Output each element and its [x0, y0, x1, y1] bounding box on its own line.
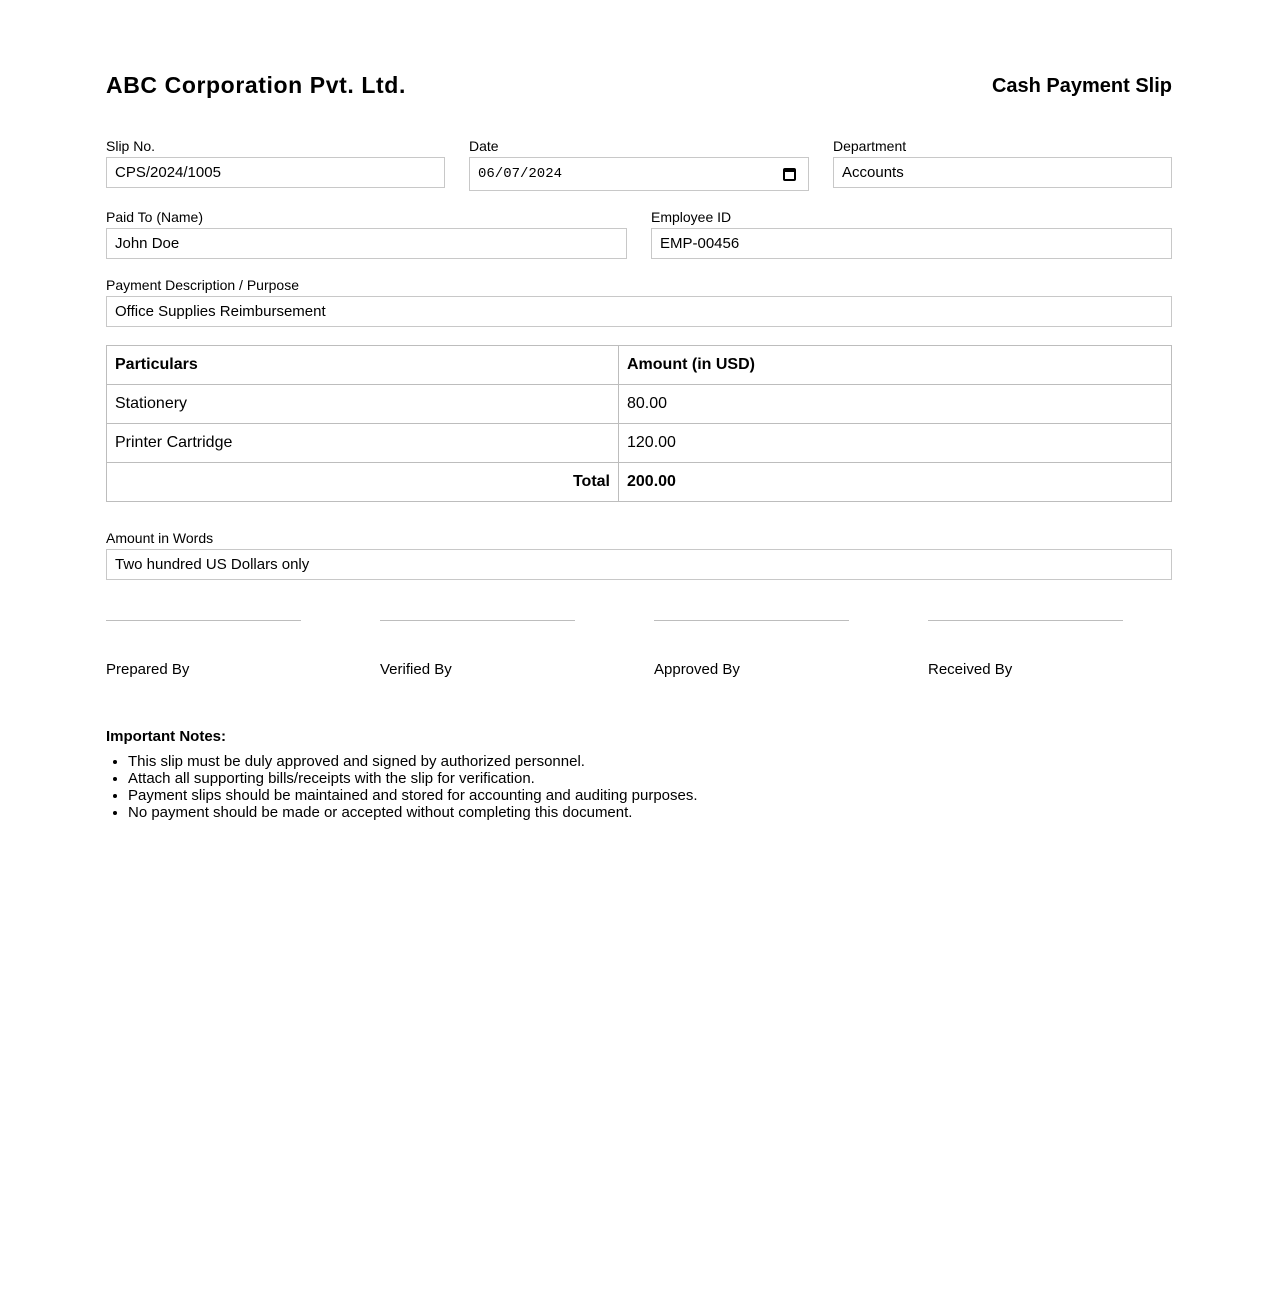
list-item: • No payment should be made or accepted without completing this document.: [128, 804, 698, 821]
slip-no-field[interactable]: CPS/2024/1005: [106, 157, 445, 188]
particular-cell: Printer Cartridge: [107, 424, 619, 463]
list-item: • Payment slips should be maintained and stored for accounting and auditing purposes.: [128, 787, 698, 804]
date-label: Date: [469, 138, 499, 154]
paid-to-label: Paid To (Name): [106, 209, 204, 225]
list-item: • This slip must be duly approved and signed by authorized personnel.: [128, 753, 698, 770]
table-header-row: [107, 346, 1172, 385]
table-row: [107, 385, 1172, 424]
amount-words-label: Amount in Words: [106, 530, 214, 546]
total-row: [107, 463, 1172, 502]
received-by-signature-line: [928, 620, 1123, 621]
document-title: Cash Payment Slip: [991, 75, 1172, 97]
date-value: 06/07/2024: [478, 166, 563, 182]
employee-id-label: Employee ID: [651, 209, 732, 225]
table-row: [107, 424, 1172, 463]
particulars-table: [106, 345, 1172, 502]
verified-by-signature-line: [380, 620, 575, 621]
employee-id-field[interactable]: EMP-00456: [651, 228, 1172, 259]
total-value: 200.00: [619, 463, 1172, 502]
prepared-by-label: Prepared By: [106, 661, 190, 678]
amount-cell: 80.00: [619, 385, 1172, 424]
amount-words-field[interactable]: Two hundred US Dollars only: [106, 549, 1172, 580]
slip-no-label: Slip No.: [106, 138, 156, 154]
calendar-icon[interactable]: [783, 168, 796, 181]
company-name: ABC Corporation Pvt. Ltd.: [106, 72, 406, 98]
particulars-header: Particulars: [107, 346, 619, 385]
department-field[interactable]: Accounts: [833, 157, 1172, 188]
list-item: • Attach all supporting bills/receipts with the slip for verification.: [128, 770, 698, 787]
date-field[interactable]: [469, 157, 809, 191]
approved-by-label: Approved By: [654, 661, 740, 678]
verified-by-label: Verified By: [380, 661, 452, 678]
amount-header: Amount (in USD): [619, 346, 1172, 385]
total-label: Total: [107, 463, 619, 502]
received-by-label: Received By: [928, 661, 1013, 678]
description-field[interactable]: Office Supplies Reimbursement: [106, 296, 1172, 327]
paid-to-field[interactable]: John Doe: [106, 228, 627, 259]
approved-by-signature-line: [654, 620, 849, 621]
notes-list: [106, 753, 698, 821]
prepared-by-signature-line: [106, 620, 301, 621]
department-label: Department: [833, 138, 907, 154]
notes-title: Important Notes:: [106, 728, 226, 745]
description-label: Payment Description / Purpose: [106, 277, 299, 293]
amount-cell: 120.00: [619, 424, 1172, 463]
particular-cell: Stationery: [107, 385, 619, 424]
